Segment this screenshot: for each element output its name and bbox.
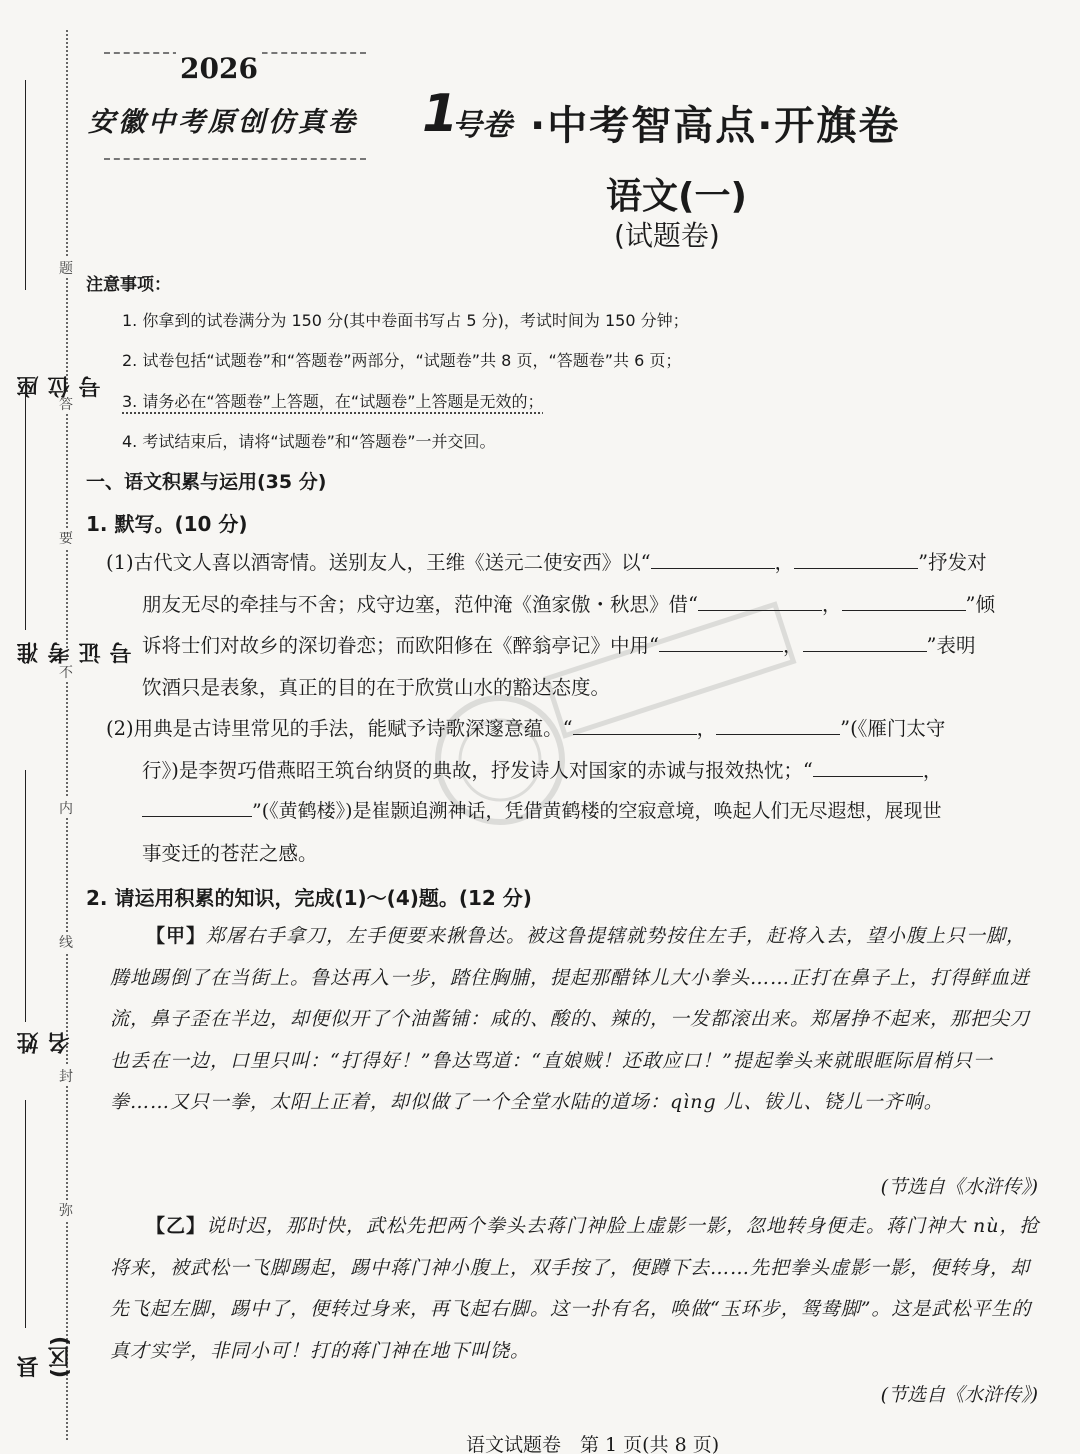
comma: ，	[774, 551, 795, 574]
text-line	[106, 750, 1046, 792]
subject-title: 语文(一)	[606, 176, 747, 217]
brand-number-logo: 1	[422, 84, 459, 144]
notes-item: 4. 考试结束后，请将“试题卷”和“答题卷”一并交回。	[122, 432, 496, 451]
passage-yi-label: 【乙】	[146, 1215, 207, 1237]
text: ”表明	[926, 634, 976, 657]
text-line	[106, 708, 1046, 750]
page-footer: 语文试题卷 第 1 页(共 8 页)	[466, 1434, 720, 1454]
seal-char: 封	[54, 1066, 78, 1086]
exam-id-line	[25, 380, 26, 630]
question-2-heading-text: 2. 请运用积累的知识，完成(1)～(4)题。(12 分)	[86, 886, 532, 910]
answer-blank[interactable]	[842, 591, 966, 611]
answer-blank[interactable]	[698, 591, 822, 611]
seal-line	[66, 30, 68, 1440]
seal-char: 题	[54, 258, 78, 278]
seal-char: 答	[54, 394, 78, 414]
answer-blank[interactable]	[651, 549, 775, 569]
county-line	[25, 1100, 26, 1328]
text: (2)用典是古诗里常见的手法，能赋予诗歌深邃意蕴。“	[106, 717, 573, 740]
answer-blank[interactable]	[716, 715, 840, 735]
seal-char: 要	[54, 528, 78, 548]
county-label: 县(区)	[17, 1336, 73, 1379]
text: 朋友无尽的牵挂与不舍；戍守边塞，范仲淹《渔家傲・秋思》借“	[142, 592, 698, 616]
text-line	[106, 542, 1046, 584]
text: 诉将士们对故乡的深切眷恋；而欧阳修在《醉翁亭记》中用“	[142, 634, 659, 657]
answer-blank[interactable]	[803, 632, 927, 652]
comma: ，	[696, 717, 717, 740]
text: ”抒发对	[918, 551, 987, 574]
section-heading: 一、语文积累与运用(35 分)	[86, 471, 327, 493]
passage-jia-label: 【甲】	[146, 925, 207, 947]
seal-char: 弥	[54, 1200, 78, 1220]
text: ”(《雁门太守	[840, 717, 946, 740]
page-title: ·中考智高点·开旗卷	[530, 103, 901, 149]
notes-item: 1. 你拿到的试卷满分为 150 分(其中卷面书写占 5 分)，考试时间为 150 分钟；	[122, 311, 689, 330]
answer-blank[interactable]	[813, 757, 923, 777]
notes-item: 3. 请务必在“答题卷”上答题，在“试题卷”上答题是无效的；	[122, 392, 544, 411]
passage-yi-source: (节选自《水浒传》)	[880, 1384, 1038, 1406]
notes-item: 2. 试卷包括“试题卷”和“答题卷”两部分，“试题卷”共 8 页，“答题卷”共 6 页；	[122, 351, 682, 370]
name-label: 姓名	[17, 1032, 73, 1054]
text: ”(《黄鹤楼》)是崔颢追溯神话，凭借黄鹤楼的空寂意境，唤起人们无尽遐想，展现世	[252, 800, 942, 822]
answer-blank[interactable]	[142, 797, 252, 817]
notes-heading: 注意事项：	[86, 275, 171, 295]
passage-yi	[110, 1206, 1040, 1372]
seat-number-label: 座位号	[17, 376, 104, 398]
text-line: 事变迁的苍茫之感。	[142, 841, 318, 865]
seal-char: 内	[54, 798, 78, 818]
paper-type: (试题卷)	[614, 219, 720, 252]
seat-number-line	[25, 80, 26, 290]
seal-char: 不	[54, 662, 78, 682]
text: (1)古代文人喜以酒寄情。送别友人，王维《送元二使安西》以“	[106, 551, 651, 574]
text-line	[106, 584, 1046, 626]
comma: ，	[821, 592, 842, 616]
passage-jia	[110, 916, 1040, 1124]
exam-id-label: 准考证号	[17, 642, 135, 664]
question-1-heading	[86, 508, 248, 537]
answer-blank[interactable]	[573, 715, 697, 735]
question-1-part-1	[106, 542, 1046, 874]
text-line: 饮酒只是表象，真正的目的在于欣赏山水的豁达态度。	[142, 675, 611, 699]
text: 行》)是李贺巧借燕昭王筑台纳贤的典故，抒发诗人对国家的赤诚与报效热忱；“	[142, 758, 813, 782]
seal-char: 线	[54, 932, 78, 952]
exam-year: 2026	[176, 52, 262, 85]
passage-yi-text: 说时迟，那时快，武松先把两个拳头去蒋门神脸上虚影一影，忽地转身便走。蒋门神大 nù，抢将来，被武松一飞脚踢起，踢中蒋门神小腹上，双手按了，便蹲下去……先把拳头虚影一影，便转身，却先飞起左脚，踢中了，便转过身来，再飞起右脚。这一扑有名，唤做“玉环步，鸳鸯脚”。这是武松平生的真才实学，非同小可！打的蒋门神在地下叫饶。	[110, 1215, 1040, 1362]
question-1-heading-text: 1. 默写。(10 分)	[86, 512, 248, 536]
answer-blank[interactable]	[659, 632, 783, 652]
question-2-heading	[86, 882, 532, 911]
comma: ，	[922, 758, 943, 782]
text: ”倾	[965, 592, 995, 616]
brand-juan-logo: 号卷	[452, 108, 512, 143]
name-line	[25, 770, 26, 1022]
text-line	[106, 791, 1046, 833]
series-name: 安徽中考原创仿真卷	[88, 107, 358, 138]
comma: ，	[782, 634, 803, 657]
passage-jia-source: (节选自《水浒传》)	[880, 1176, 1038, 1198]
text-line	[106, 625, 1046, 667]
answer-blank[interactable]	[794, 549, 918, 569]
passage-jia-text: 郑屠右手拿刀，左手便要来揪鲁达。被这鲁提辖就势按住左手，赶将入去，望小腹上只一脚，腾地踢倒了在当街上。鲁达再入一步，踏住胸脯，提起那醋钵儿大小拳头……正打在鼻子上，打得鲜血迸流，鼻子歪在半边，却便似开了个油酱铺：咸的、酸的、辣的，一发都滚出来。郑屠挣不起来，那把尖刀也丢在一边，口里只叫：“打得好！”鲁达骂道：“直娘贼！还敢应口！”提起拳头来就眼眶际眉梢只一拳……又只一拳，太阳上正着，却似做了一个全堂水陆的道场：qìng 儿、钹儿、铙儿一齐响。	[110, 925, 1031, 1113]
